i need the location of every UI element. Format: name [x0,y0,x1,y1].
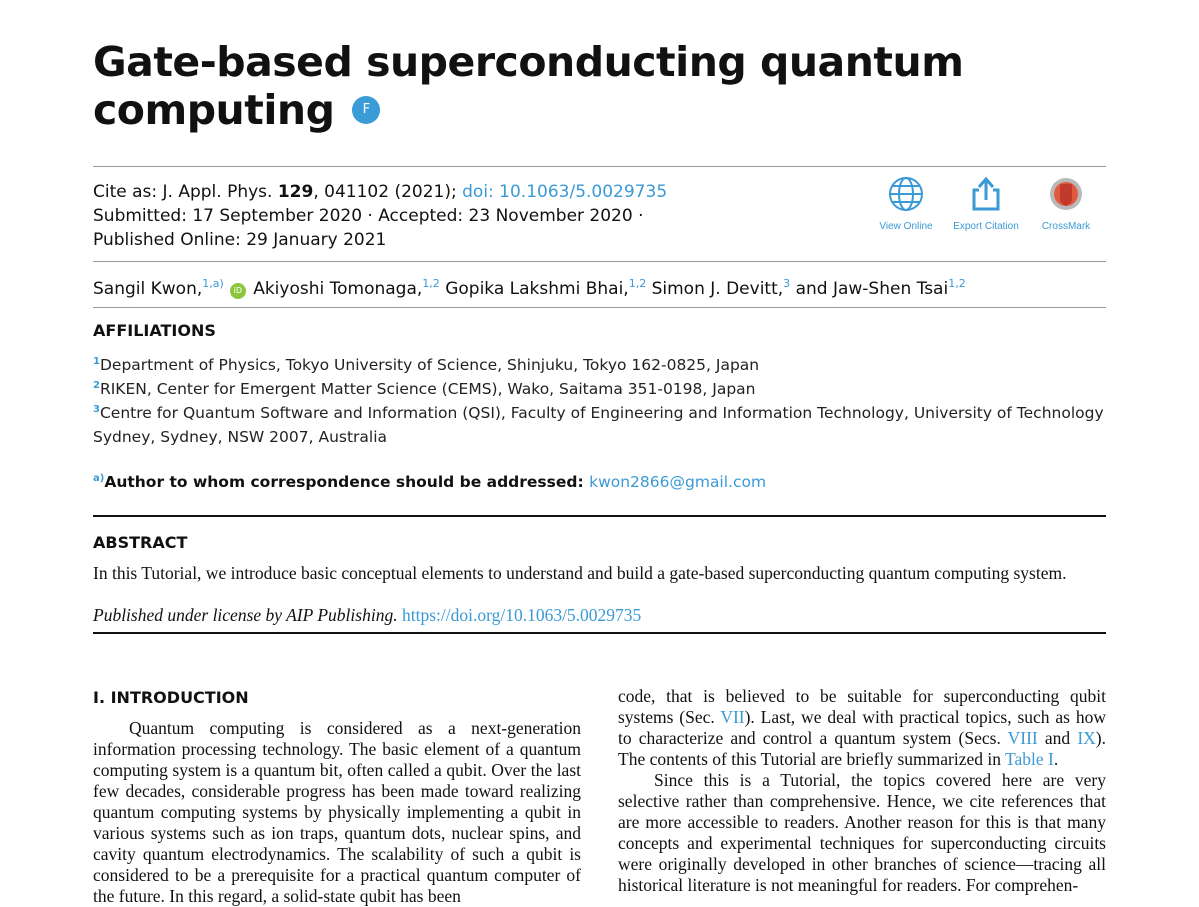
export-citation-label: Export Citation [953,221,1019,232]
author-1-affil: 1,a) [202,277,224,290]
paper-page [93,0,1106,906]
affiliation-2-text: RIKEN, Center for Emergent Matter Science (CEMS), Wako, Saitama 351-0198, Japan [99,380,756,398]
intro-paragraph-continued [618,686,1106,770]
view-online-button[interactable] [866,176,946,234]
intro-text-b: ). Last, we deal with practical topics, such as how to characterize and control a quantum system (Secs. [618,707,1106,748]
divider-abstract-bottom [93,632,1106,634]
doi-link[interactable]: doi: 10.1063/5.0029735 [462,182,668,202]
affiliation-2-marker: 2 [93,380,100,391]
citation-rest: , 041102 (2021); [313,182,463,202]
citation-volume: 129 [277,182,314,202]
intro-text-d: ). The contents of this Tutorial are briefly summarized in [618,728,1106,769]
free-access-icon[interactable]: F [352,96,380,124]
title-line-1: Gate-based superconducting quantum [93,38,964,86]
affiliations-list [93,353,1106,449]
citation-line [93,180,667,204]
ref-sec-vii[interactable]: VII [720,707,745,727]
affiliation-3-marker: 3 [93,404,100,415]
affiliation-2 [93,377,1106,401]
export-citation-button[interactable] [946,176,1026,234]
author-4-affil: 3 [783,277,791,290]
intro-text-a: code, that is believed to be suitable for superconducting qubit systems (Sec. [618,686,1106,727]
author-list [93,277,966,301]
author-3[interactable]: Gopika Lakshmi Bhai, [445,279,629,299]
intro-paragraph-1: Quantum computing is considered as a next-generation information processing technology. The basic element of a quantum computing system is a quantum bit, often called a qubit. Over the last few decades, considerable progress has been made toward realizing quantum computing systems by physically implementing a qubit in various systems such as ion traps, quantum dots, nuclear spins, and cavity quantum electrodynamics. The scalability of such a qubit is considered to be a prerequisite for a practical quantum computer of the future. In this regard, a solid-state qubit has been [93,718,581,906]
correspondence-label: Author to whom correspondence should be addressed: [104,473,590,491]
divider-abstract-top [93,515,1106,517]
intro-text-e: . [1053,749,1059,769]
affiliation-1-marker: 1 [93,356,100,367]
submitted-line: Submitted: 17 September 2020 · Accepted: 23 November 2020 · [93,206,644,226]
divider-citation [93,261,1106,262]
correspondence-marker: a) [93,473,105,484]
abstract-text: In this Tutorial, we introduce basic conceptual elements to understand and build a gate-based superconducting quantum computing system. [93,563,1067,583]
intro-paragraph-2: Since this is a Tutorial, the topics covered here are very selective rather than comprehensive. Hence, we cite references that are more accessible to readers. Another reason for this is that many concepts and experimental techniques for superconducting circuits were originally developed in other branches of science—tracing all historical literature is not meaningful for readers. For comprehen- [618,770,1106,895]
correspondence-email-link[interactable]: kwon2866@gmail.com [589,473,767,491]
license-doi-link[interactable]: https://doi.org/10.1063/5.0029735 [401,605,642,625]
ref-sec-viii[interactable]: VIII [1007,728,1038,748]
orcid-icon[interactable]: iD [230,283,246,299]
author-4[interactable]: Simon J. Devitt, [651,279,784,299]
author-2[interactable]: Akiyoshi Tomonaga, [253,279,423,299]
license-line [93,603,641,627]
abstract-heading: ABSTRACT [93,533,188,552]
intro-text-c: and [1037,728,1078,748]
introduction-heading: I. INTRODUCTION [93,688,249,707]
article-tools [866,176,1106,234]
view-online-label: View Online [879,221,933,232]
title-line-2: computing [93,86,335,134]
divider-authors [93,307,1106,308]
author-5[interactable]: and Jaw-Shen Tsai [795,279,949,299]
license-text: Published under license by AIP Publishing. [93,605,402,625]
ref-sec-ix[interactable]: IX [1077,728,1096,748]
divider-top [93,166,1106,167]
published-line: Published Online: 29 January 2021 [93,230,387,250]
citation-block [93,180,667,252]
crossmark-label: CrossMark [1041,221,1091,232]
column-right [618,686,1106,896]
correspondence-line [93,470,766,494]
affiliation-3-text: Centre for Quantum Software and Information (QSI), Faculty of Engineering and Information Technology, University of Technology Sydney, Sydney, NSW 2007, Australia [93,404,1104,446]
ref-table-i[interactable]: Table I [1005,749,1054,769]
crossmark-button[interactable] [1026,176,1106,234]
affiliation-1-text: Department of Physics, Tokyo University of Science, Shinjuku, Tokyo 162-0825, Japan [99,356,760,374]
author-3-affil: 1,2 [628,277,647,290]
author-1[interactable]: Sangil Kwon, [93,279,203,299]
affiliation-3 [93,401,1106,449]
crossmark-icon [1048,176,1084,212]
citation-prefix: Cite as: J. Appl. Phys. [93,182,278,202]
globe-icon [888,176,924,212]
affiliations-heading: AFFILIATIONS [93,321,216,340]
column-left [93,686,581,907]
paper-title [93,38,1093,134]
author-5-affil: 1,2 [948,277,966,290]
author-2-affil: 1,2 [422,277,440,290]
affiliation-1 [93,353,1106,377]
export-icon [968,176,1004,212]
